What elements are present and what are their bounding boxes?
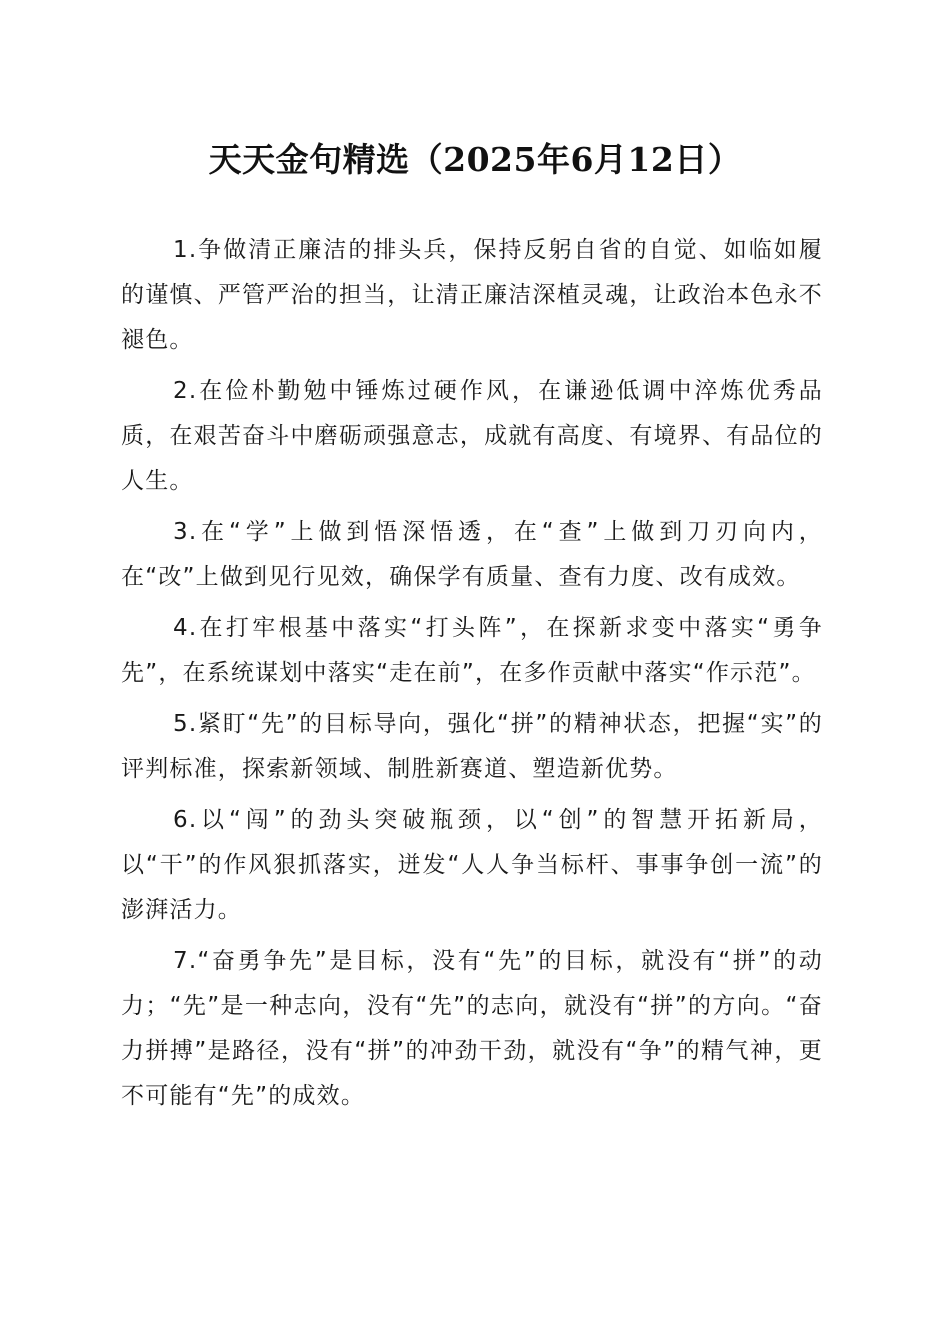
document-body <box>121 228 823 1125</box>
quote-paragraph-5: 5.紧盯“先”的目标导向，强化“拼”的精神状态，把握“实”的评判标准，探索新领域、制胜新赛道、塑造新优势。 <box>121 711 823 782</box>
page-title: 天天金句精选（2025年6月12日） <box>208 140 742 179</box>
quote-paragraph-6: 6.以“闯”的劲头突破瓶颈，以“创”的智慧开拓新局，以“干”的作风狠抓落实，迸发“人人争当标杆、事事争创一流”的澎湃活力。 <box>121 807 823 923</box>
quote-paragraph-1: 1.争做清正廉洁的排头兵，保持反躬自省的自觉、如临如履的谨慎、严管严治的担当，让清正廉洁深植灵魂，让政治本色永不褪色。 <box>121 237 823 353</box>
quote-paragraph-2: 2.在俭朴勤勉中锤炼过硬作风，在谦逊低调中淬炼优秀品质，在艰苦奋斗中磨砺顽强意志，成就有高度、有境界、有品位的人生。 <box>121 378 823 494</box>
quote-paragraph-3: 3.在“学”上做到悟深悟透，在“查”上做到刀刃向内，在“改”上做到见行见效，确保学有质量、查有力度、改有成效。 <box>121 519 823 590</box>
quote-paragraph-7: 7.“奋勇争先”是目标，没有“先”的目标，就没有“拼”的动力；“先”是一种志向，没有“先”的志向，就没有“拼”的方向。“奋力拼搏”是路径，没有“拼”的冲劲干劲，就没有“争”的精气神，更不可能有“先”的成效。 <box>121 948 823 1109</box>
quote-paragraph-4: 4.在打牢根基中落实“打头阵”，在探新求变中落实“勇争先”，在系统谋划中落实“走在前”，在多作贡献中落实“作示范”。 <box>121 615 823 686</box>
